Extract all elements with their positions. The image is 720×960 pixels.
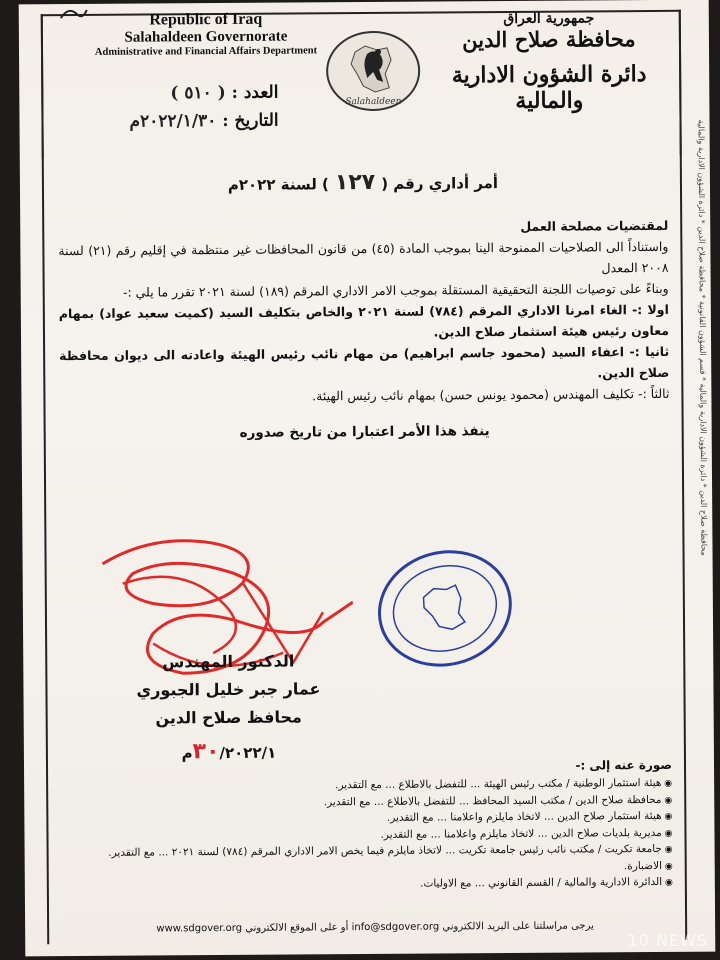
- number-label: العدد :: [231, 82, 279, 103]
- signer-name: عمار جبر خليل الجبوري: [136, 679, 321, 700]
- governorate-logo-icon: [325, 30, 422, 113]
- department-name-ar: دائرة الشؤون الادارية والمالية: [451, 61, 647, 114]
- order-title-prefix: أمر أداري رقم (: [381, 174, 499, 193]
- governorate-name-ar: محافظة صلاح الدين: [462, 26, 636, 53]
- signature-date-day: ٣٠: [192, 739, 220, 765]
- list-item: ◉ الاضبارة.: [65, 858, 673, 879]
- list-item: ◉ الدائرة الادارية والمالية / القسم القانوني ... مع الاوليات.: [65, 875, 673, 896]
- paragraph-authority: واستناداً الى الصلاحيات الممنوحة الينا بموجب المادة (٤٥) من قانون المحافظات غير منتظمة في إقليم رقم (٢١) لسنة ٢٠٠٨ المعدل: [58, 238, 669, 276]
- signature-date-rest: /٢٠٢٢/١م: [181, 743, 277, 763]
- paragraph-second: ثانيا :- اعفاء السيد (محمود جاسم ابراهيم) من مهام نائب رئيس الهيئة واعادته الى ديوان محافظة صلاح الدين.: [59, 343, 670, 381]
- english-letterhead: [81, 10, 331, 58]
- distribution-list: [64, 758, 673, 896]
- list-item: ◉ هيئة استثمار الوطنية / مكتب رئيس الهيئة ... للتفضل بالاطلاع ... مع التقدير.: [64, 776, 672, 797]
- paragraph-recommendation: وبناءً على توصيات اللجنة التحقيقية المستقلة بموجب الامر الاداري المرقم (١٨٩) لسنة ٢٠٢١ تقرر ما يلي :-: [122, 280, 669, 300]
- list-item: ◉ محافظة صلاح الدين / مكتب السيد المحافظ ... للتفضل بالاطلاع ... مع التقدير.: [64, 792, 672, 813]
- document-page: [19, 0, 716, 956]
- contact-footer: يرجى مراسلتنا على البريد الالكتروني info@sdgover.org أو على الموقع الالكتروني www.sdgover.org: [156, 920, 594, 935]
- signer-position: محافظ صلاح الدين: [155, 707, 302, 728]
- country-name-ar: جمهورية العراق: [503, 10, 595, 28]
- list-item: ◉ هيئة استثمار صلاح الدين ... لاتخاذ مايلزم واعلامنا ... مع التقدير.: [64, 809, 672, 830]
- list-item: ◉ مديرية بلديات صلاح الدين ... لاتخاذ مايلزم واعلامنا ... مع التقدير.: [64, 825, 672, 846]
- distribution-heading: صورة عنه إلى :-: [575, 757, 673, 773]
- order-body: [58, 168, 670, 442]
- order-title-suffix: ) لسنة ٢٠٢٢م: [227, 175, 329, 194]
- date-value: ٢٠٢٢/١/٣٠م: [129, 111, 217, 132]
- list-item: ◉ جامعة تكريت / مكتب نائب رئيس جامعة تكريت ... لاتخاذ مايلزم فيما يخص الامر الاداري المرقم (٧٨٤) لسنة ٢٠٢١ ... مع التقدير.: [65, 842, 673, 863]
- order-number: ١٢٧: [334, 169, 376, 196]
- signer-title: الدكتور المهندس: [162, 651, 295, 672]
- paragraph-third: ثالثاً :- تكليف المهندس (محمود يونس حسن) بمهام نائب رئيس الهيئة.: [312, 385, 670, 404]
- paragraph-first: اولا :- الغاء امرنا الاداري المرقم (٧٨٤) لسنة ٢٠٢١ والخاص بتكليف السيد (كميت سعيد عواد) بمهام معاون رئيس هيئة استثمار صلاح الدين.: [58, 301, 670, 340]
- vertical-margin-text: [686, 120, 714, 920]
- department-name-en: Administrative and Financial Affairs Department: [94, 45, 318, 58]
- svg-text:Salahaldeen: Salahaldeen: [345, 96, 402, 108]
- order-title: [58, 168, 668, 197]
- paragraph-interest: لمقتضيات مصلحة العمل: [520, 217, 669, 234]
- number-value: ( ٥١٠ ): [170, 82, 226, 104]
- official-stamp-icon: [374, 546, 515, 672]
- arabic-letterhead: [429, 10, 670, 115]
- margin-strip-text: محافظة صلاح الدين * دائرة الشؤون الادارية والمالية * قسم الشؤون القانونية * محافظة صلاح الدين * دائرة الشؤون الادارية والمالية: [696, 119, 709, 556]
- source-watermark: 10 NEWS: [627, 931, 708, 950]
- effective-clause: ينفذ هذا الأمر اعتبارا من تاريخ صدوره: [239, 423, 490, 441]
- governorate-name-en: Salahaldeen Governorate: [124, 28, 288, 46]
- signatory-block: [83, 647, 374, 768]
- date-label: التاريخ :: [222, 110, 279, 132]
- reference-block: [129, 83, 279, 140]
- country-name-en: Republic of Iraq: [149, 10, 263, 29]
